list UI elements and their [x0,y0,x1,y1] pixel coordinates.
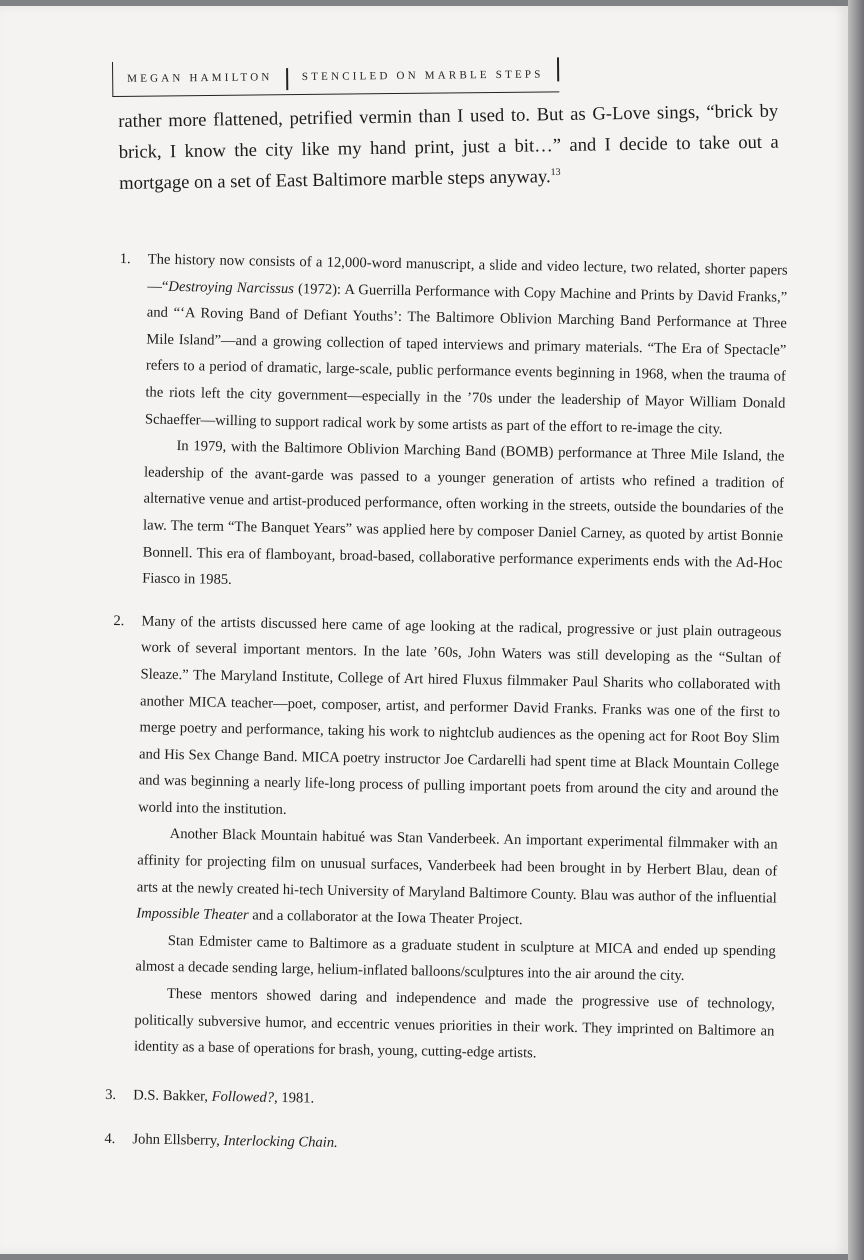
running-head-title: STENCILED ON MARBLE STEPS [301,68,544,84]
body-paragraph [118,96,779,199]
body-paragraph-text: rather more flattened, petrified vermin than I used to. But as G-Love sings, “brick by brick, I know the city like my hand print, just a bit…” and I decide to take out a mortgage on a set of East Baltimore marble steps anyway. [118,100,779,194]
endnote-2-paragraph-1: Many of the artists discussed here came of age looking at the radical, progressive or just plain outrageous work of several important mentors. In the late ’60s, John Waters was still developing as the “Sultan of Sleaze.” The Maryland Institute, College of Art hired Fluxus filmmaker Paul Sharits who collaborated with another MICA teacher—poet, composer, artist, and performer David Franks. Franks was one of the first to merge poetry and performance, taking his work to nightclub audiences as the opening act for Root Boy Slim and His Sex Change Band. MICA poetry instructor Joe Cardarelli had spent time at Black Mountain College and was beginning a nearly life-long process of pulling important poets from around the city and around the world into the institution. [138,613,782,818]
endnote-italic-title: Interlocking Chain. [223,1133,338,1152]
endnote-year: , 1981. [273,1089,315,1107]
footnote-ref-13: 13 [550,166,561,179]
endnote-italic-title: Followed? [211,1088,275,1106]
book-page [0,6,848,1254]
endnote-2 [106,608,782,1072]
endnote-3-text [133,1082,773,1120]
endnote-italic-title: Impossible Theater [136,905,249,924]
endnote-text: The history now consists of a 12,000-word manuscript, a slide and video lecture, two related, shorter papers—“ [147,251,788,295]
endnote-number: 3. [105,1086,117,1103]
endnote-1-paragraph-1 [145,246,788,443]
endnote-1 [114,246,788,603]
endnote-4-text [132,1127,772,1165]
running-head [112,57,559,97]
endnote-2-paragraph-4: These mentors showed daring and independence and made the progressive use of technology, politically subversive humor, and eccentric venues priorities in their work. They imprinted on Baltimore an identity as a base of operations for brash, young, cutting-edge artists. [133,985,776,1062]
endnotes [104,246,788,1165]
endnote-author: John Ellsberry, [132,1131,224,1150]
endnote-author: D.S. Bakker, [133,1087,212,1105]
endnote-text: (1972): A Guerrilla Performance with Copy Machine and Prints by David Franks,” and “‘A Roving Band of Defiant Youths’: The Baltimore Oblivion Marching Band Performance at Three Mile Island”—and a growing collection of taped interviews and primary materials. “The Era of Spectacle” refers to a period of dramatic, large-scale, public performance events beginning in 1968, when the trauma of the riots left the city government—especially in the ’70s under the leadership of Mayor William Donald Schaeffer—willing to support radical work by some artists as part of the effort to re-image the city. [144,280,788,438]
endnote-italic-title: Destroying Narcissus [168,278,295,297]
endnote-4 [104,1126,772,1164]
endnote-number: 4. [104,1131,116,1148]
endnote-2-paragraph-3: Stan Edmister came to Baltimore as a graduate student in sculpture at MICA and ended up spending almost a decade sending large, helium-inflated balloons/sculptures into the air around the city. [135,932,776,985]
page-edge-shadow [848,0,864,1260]
endnote-text: Another Black Mountain habitué was Stan Vanderbeek. An important experimental filmmaker with an affinity for projecting film on unusual surfaces, Vanderbeek had been brought in by Herbert Blau, dean of arts at the newly created hi-tech University of Maryland Baltimore County. Blau was author of the influential [136,826,778,907]
endnote-3 [105,1082,773,1120]
endnote-number: 2. [113,612,125,629]
endnote-text: and a collaborator at the Iowa Theater Project. [248,907,523,929]
endnote-2-paragraph-2 [136,821,778,939]
running-head-author: MEGAN HAMILTON [127,71,273,85]
endnote-number: 1. [119,250,131,268]
running-head-end-rule [557,57,559,81]
endnote-1-paragraph-2: In 1979, with the Baltimore Oblivion Marching Band (BOMB) performance at Three Mile Island, the leadership of the avant-garde was passed to a younger generation of artists who refined a tradition of alternative venue and artist-produced performance, often working in the streets, outside the boundaries of the law. The term “The Banquet Years” was applied here by composer Daniel Carney, as quoted by artist Bonnie Bonnell. This era of flamboyant, broad-based, collaborative performance experiments ends with the Ad-Hoc Fiasco in 1985. [142,438,785,589]
